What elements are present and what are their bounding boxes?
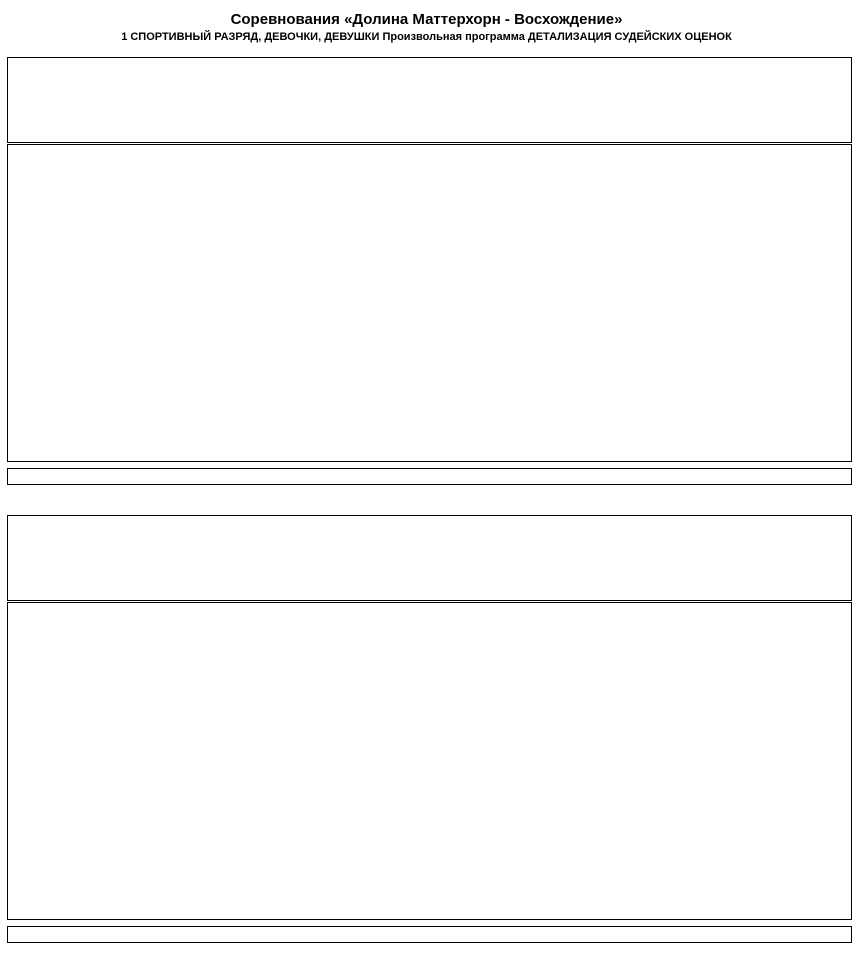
deductions-box	[7, 926, 852, 943]
elements-box	[7, 602, 852, 920]
skater-section	[0, 48, 853, 498]
elements-box	[7, 144, 852, 462]
page-subtitle: 1 СПОРТИВНЫЙ РАЗРЯД, ДЕВОЧКИ, ДЕВУШКИ Произвольная программа ДЕТАЛИЗАЦИЯ СУДЕЙСКИХ ОЦЕНОК	[121, 31, 732, 43]
summary-box	[7, 57, 852, 143]
page-title: Соревнования «Долина Маттерхорн - Восхождение»	[230, 11, 623, 28]
deductions-box	[7, 468, 852, 485]
skater-section	[0, 506, 853, 956]
summary-box	[7, 515, 852, 601]
